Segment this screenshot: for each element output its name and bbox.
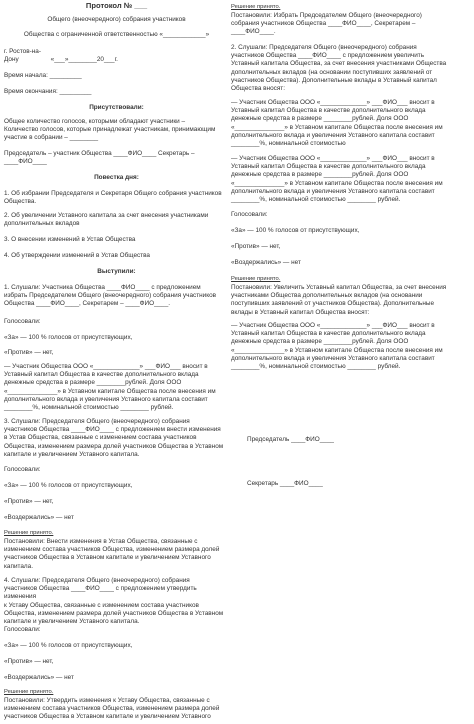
meeting-subtitle: Общего (внеочередного) собрания участников [47,16,186,23]
voted-1: Голосовали: [4,318,41,325]
agenda-item-2: 2. Об увеличении Уставного капитала за счет внесения участниками дополнительных вкладов [4,212,209,228]
present-text: Общее количество голосов, которыми обладают участники – Количество голосов, которые принадлежат участникам, принимающим участие в собрании – ________ [4,118,216,142]
decision-1: Постановили: Избрать Председателем Общего (внеочередного) собрания участников Общества ____ФИО____, Секретарем – ____ФИО____. [231,12,422,36]
signature-chair: Председатель ____ФИО____ [247,436,334,443]
voted-3: Голосовали: [4,466,41,473]
city-date: г. Ростов-на- Дону «___»________20___г. [4,48,118,64]
time-end: Время окончания: _________ [4,88,92,95]
vote-against-1: «Против» — нет, [4,349,54,356]
contribution-2a: — Участник Общества ООО «_____________» ___ФИО___ вносит в Уставный капитал Общества в качестве дополнительного вклада денежные средства в размере ________рублей. Доля ООО «______________» в Уставном капитале Общества после внесения им дополнительного вклада и увеличения Уставного капитала составит ________%, номинальной стоимостью [231,99,443,148]
decision-3: Постановили: Внести изменения в Устав Общества, связанные с изменением состава участников Общества, изменением размера долей участников Общества в Уставном капитале и увеличением Уставного капитала. [4,538,220,570]
signature-secretary: Секретарь ____ФИО____ [247,480,323,487]
vote-for-4: «За» — 100 % голосов от присутствующих, [4,642,133,649]
agenda-item-4: 4. Об утверждении изменений в Устав Общества [4,252,150,259]
vote-for-2: «За» — 100 % голосов от присутствующих, [231,227,360,234]
company-name: Общества с ограниченной ответственностью «____________» [23,31,210,38]
speech-2: 2. Слушали: Председателя Общего (внеочередного) собрания участников Общества ____ФИО____ с предложением увеличить Уставный капитала Общества, за счет внесения участниками Общества дополнительных вкладов (на основании поступивших заявлений от участников Общества). Дополнительные вклады в Уставный капитал Общества вносят: [231,44,447,93]
chair-secretary: Председатель – участник Общества ____ФИО____ Секретарь – ____ФИО____ [4,150,195,166]
decision-4-label: Решение принято. [4,689,54,695]
speech-4: 4. Слушали: Председателя Общего (внеочередного) собрания участников Общества ____ФИО____ с предложением утвердить изменения к Уставу Общества, связанные с изменением состава участников Общества, изменением размера долей участников Общества в Уставном капитале и увеличением Уставного капитала. [4,577,224,626]
speech-3: 3. Слушали: Председателя Общего (внеочередного) собрания участников Общества ____ФИО____ с предложением внести изменения в Устав Общества, связанные с изменением состава участников Общества, изменением размера долей участников Общества в Уставном капитале и увеличением Уставного капитала. [4,418,224,458]
vote-against-3: «Против» — нет, [4,498,54,505]
agenda-item-1: 1. Об избрании Председателя и Секретаря Общего собрания участников Общества. [4,190,222,206]
contribution-1: — Участник Общества ООО «_____________» ___ФИО___ вносит в Уставный капитал Общества в качестве дополнительного вклада денежные средства в размере ________рублей. Доля ООО «______________» в Уставном капитале Общества после внесения им дополнительного вклада и увеличения Уставного капитала составит ________%, номинальной стоимостью ________ рублей. [4,363,216,412]
decision-1-label: Решение принято. [231,4,281,10]
contribution-2c: — Участник Общества ООО «_____________» ___ФИО___ вносит в Уставный капитал Общества в качестве дополнительного вклада денежные средства в размере ________рублей. Доля ООО «______________» в Уставном капитале Общества после внесения им дополнительного вклада и увеличения Уставного капитала составит ________%, номинальной стоимостью ________ рублей. [231,322,443,371]
voted-4: Голосовали: [4,626,41,633]
vote-against-2: «Против» — нет, [231,243,281,250]
contribution-2b: — Участник Общества ООО «_____________» ___ФИО___ вносит в Уставный капитал Общества в качестве дополнительного вклада денежные средства в размере ________рублей. Доля ООО «______________» в Уставном капитале Общества после внесения им дополнительного вклада и увеличения Уставного капитала составит ________%, номинальной стоимостью ________ рублей. [231,155,443,204]
vote-abstain-3: «Воздержались» — нет [4,514,74,521]
vote-against-4: «Против» — нет, [4,658,54,665]
decision-2-label: Решение принято. [231,276,281,282]
vote-for-3: «За» — 100 % голосов от присутствующих, [4,482,133,489]
agenda-item-3: 3. О внесении изменений в Устав Общества [4,236,136,243]
voted-2: Голосовали: [231,211,268,218]
vote-abstain-4: «Воздержались» — нет [4,674,74,681]
present-heading: Присутствовали: [89,104,144,111]
speech-1: 1. Слушали: Участника Общества ____ФИО____ с предложением избрать Председателем Общего (внеочередного) собрания участников Общества ____ФИО____, Секретарем – ____ФИО____. [4,284,217,308]
vote-for-1: «За» — 100 % голосов от присутствующих, [4,334,133,341]
vote-abstain-2: «Воздержались» — нет [231,259,301,266]
agenda-heading: Повестка дня: [94,174,139,181]
decision-3-label: Решение принято. [4,530,54,536]
protocol-title: Протокол № ___ [85,1,148,10]
time-start: Время начала: _________ [4,72,82,79]
speeches-heading: Выступили: [97,268,136,275]
decision-4: Постановили: Утвердить изменения к Уставу Общества, связанные с изменением состава участников Общества, изменением размера долей участников Общества в Уставном капитале и увеличением Уставного [4,697,220,721]
decision-2: Постановили: Увеличить Уставный капитал Общества, за счет внесения участниками Общества дополнительных вкладов (на основании поступивших заявлений от участников Общества). Дополнительные вклады в Уставный капитал Общества вносят: [231,284,447,316]
